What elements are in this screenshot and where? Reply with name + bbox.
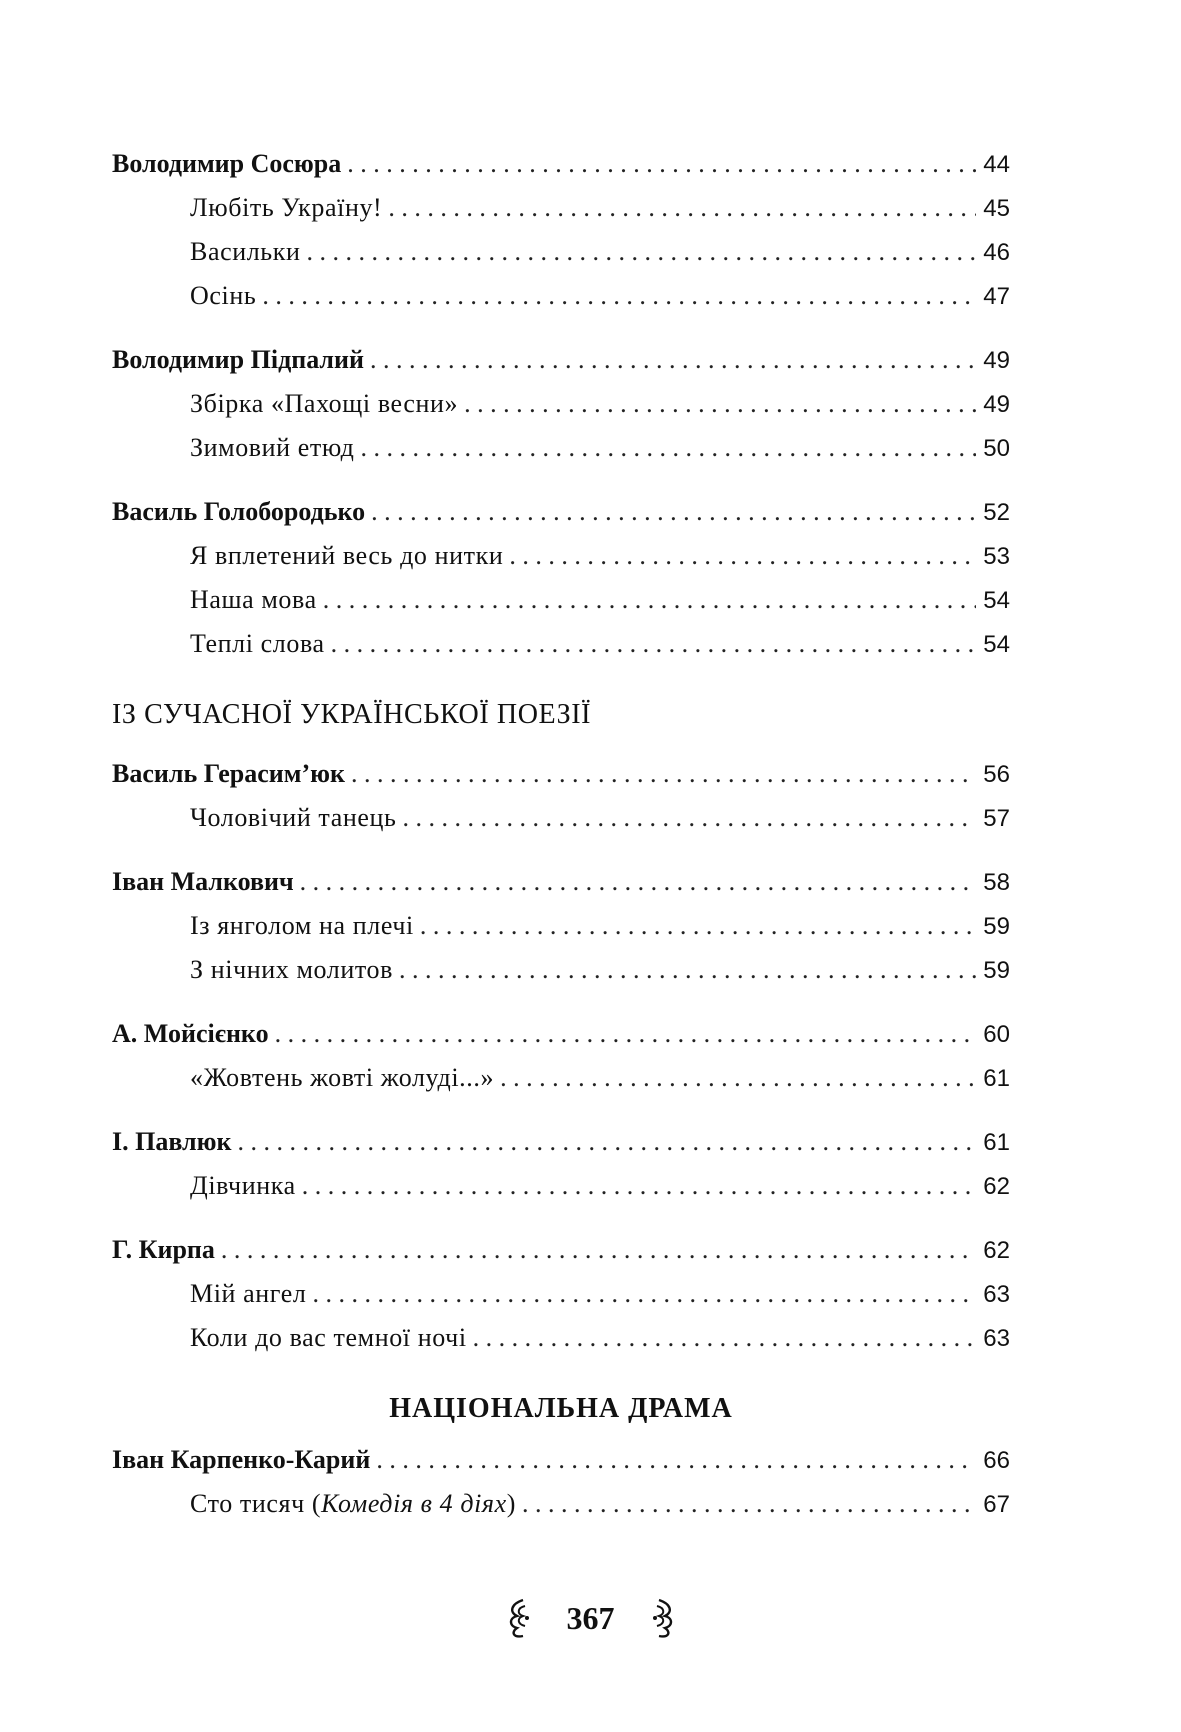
author-name: Володимир Підпалий [112, 345, 364, 374]
work-title: Я вплетений весь до нитки [190, 541, 504, 570]
page-number: 66 [983, 1447, 1010, 1474]
toc-author-row [112, 338, 1010, 382]
toc-work-row [112, 1164, 1010, 1208]
toc-author-row [112, 142, 1010, 186]
page-number: 61 [983, 1065, 1010, 1092]
leader-dots [399, 948, 976, 992]
work-title-italic: Комедія в 4 діях [321, 1489, 507, 1518]
leader-dots [221, 1228, 976, 1272]
toc-author-row [112, 860, 1010, 904]
page-number: 49 [983, 347, 1010, 374]
section-heading-national-drama: НАЦІОНАЛЬНА ДРАМА [389, 1393, 733, 1424]
toc-work-row [112, 904, 1010, 948]
work-title: Чоловічий танець [190, 803, 397, 832]
page-footer [0, 1596, 1181, 1640]
work-title: Із янголом на плечі [190, 911, 414, 940]
ornament-right-icon [651, 1596, 679, 1640]
work-title: Васильки [190, 237, 301, 266]
work-title [190, 1482, 516, 1526]
author-name: А. Мойсієнко [112, 1019, 269, 1048]
page-number: 59 [983, 913, 1010, 940]
toc-author-row [112, 752, 1010, 796]
toc-group-malkovych [112, 860, 1010, 992]
author-name: Володимир Сосюра [112, 149, 342, 178]
page-number: 62 [983, 1237, 1010, 1264]
page-number-footer: 367 [566, 1600, 615, 1636]
page-number: 60 [983, 1021, 1010, 1048]
leader-dots [302, 1164, 976, 1208]
page-number: 47 [983, 283, 1010, 310]
leader-dots [351, 752, 976, 796]
toc-work-row [112, 230, 1010, 274]
work-title: Мій ангел [190, 1279, 307, 1308]
toc-work-row [112, 186, 1010, 230]
section-heading-modern-poetry: ІЗ СУЧАСНОЇ УКРАЇНСЬКОЇ ПОЕЗІЇ [112, 699, 592, 730]
work-title: Коли до вас темної ночі [190, 1323, 467, 1352]
author-name: Г. Кирпа [112, 1235, 215, 1264]
toc-work-row [112, 534, 1010, 578]
toc-group-pidpalyi [112, 338, 1010, 470]
work-title: Осінь [190, 281, 257, 310]
page-number: 62 [983, 1173, 1010, 1200]
toc-author-row [112, 1120, 1010, 1164]
toc-author-row [112, 490, 1010, 534]
toc-author-row [112, 1438, 1010, 1482]
leader-dots [402, 796, 976, 840]
leader-dots [275, 1012, 976, 1056]
work-title: Збірка «Пахощі весни» [190, 389, 459, 418]
toc-group-herasymiuk [112, 752, 1010, 840]
work-title-plain: Сто тисяч ( [190, 1489, 322, 1518]
leader-dots [262, 274, 976, 318]
page-number: 59 [983, 957, 1010, 984]
table-of-contents [112, 142, 1010, 1546]
page-number: 45 [983, 195, 1010, 222]
leader-dots [500, 1056, 976, 1100]
author-name: Іван Малкович [112, 867, 294, 896]
work-title: «Жовтень жовті жолуді...» [190, 1063, 495, 1092]
page-number: 52 [983, 499, 1010, 526]
leader-dots [347, 142, 976, 186]
page-number: 63 [983, 1325, 1010, 1352]
leader-dots [464, 382, 976, 426]
toc-work-row [112, 796, 1010, 840]
toc-author-row [112, 1012, 1010, 1056]
toc-work-row [112, 1316, 1010, 1360]
work-title: З нічних молитов [190, 955, 393, 984]
leader-dots [360, 426, 976, 470]
leader-dots [370, 338, 976, 382]
leader-dots [312, 1272, 976, 1316]
leader-dots [388, 186, 976, 230]
page-number: 49 [983, 391, 1010, 418]
toc-work-row [112, 274, 1010, 318]
leader-dots [522, 1482, 976, 1526]
toc-work-row [112, 1482, 1010, 1526]
toc-work-row [112, 1272, 1010, 1316]
author-name: Іван Карпенко-Карий [112, 1445, 371, 1474]
ornament-left-icon [503, 1596, 531, 1640]
leader-dots [371, 490, 976, 534]
toc-work-row [112, 578, 1010, 622]
toc-work-row [112, 622, 1010, 666]
leader-dots [376, 1438, 976, 1482]
leader-dots [237, 1120, 976, 1164]
page-number: 67 [983, 1491, 1010, 1518]
page-number: 61 [983, 1129, 1010, 1156]
author-name: Василь Герасим’юк [112, 759, 345, 788]
toc-group-holoborodko [112, 490, 1010, 666]
work-title: Теплі слова [190, 629, 325, 658]
page-number: 58 [983, 869, 1010, 896]
toc-group-kyrpa [112, 1228, 1010, 1360]
leader-dots [509, 534, 976, 578]
toc-author-row [112, 1228, 1010, 1272]
toc-group-moisiienko [112, 1012, 1010, 1100]
leader-dots [323, 578, 976, 622]
page-number: 54 [983, 631, 1010, 658]
page-number: 57 [983, 805, 1010, 832]
work-title-close: ) [506, 1489, 517, 1518]
page-number: 63 [983, 1281, 1010, 1308]
toc-work-row [112, 426, 1010, 470]
leader-dots [307, 230, 976, 274]
leader-dots [300, 860, 976, 904]
leader-dots [473, 1316, 976, 1360]
page-number: 50 [983, 435, 1010, 462]
page-number: 56 [983, 761, 1010, 788]
toc-work-row [112, 948, 1010, 992]
work-title: Наша мова [190, 585, 317, 614]
toc-work-row [112, 1056, 1010, 1100]
work-title: Дівчинка [190, 1171, 296, 1200]
page-number: 46 [983, 239, 1010, 266]
page-number: 53 [983, 543, 1010, 570]
toc-group-pavliuk [112, 1120, 1010, 1208]
leader-dots [331, 622, 976, 666]
author-name: І. Павлюк [112, 1127, 232, 1156]
toc-group-karpenko-karyi [112, 1438, 1010, 1526]
toc-group-sosiura [112, 142, 1010, 318]
page-number: 54 [983, 587, 1010, 614]
page-number: 44 [983, 151, 1010, 178]
work-title: Зимовий етюд [190, 433, 355, 462]
toc-work-row [112, 382, 1010, 426]
leader-dots [420, 904, 976, 948]
work-title: Любіть Україну! [190, 193, 383, 222]
author-name: Василь Голобородько [112, 497, 366, 526]
